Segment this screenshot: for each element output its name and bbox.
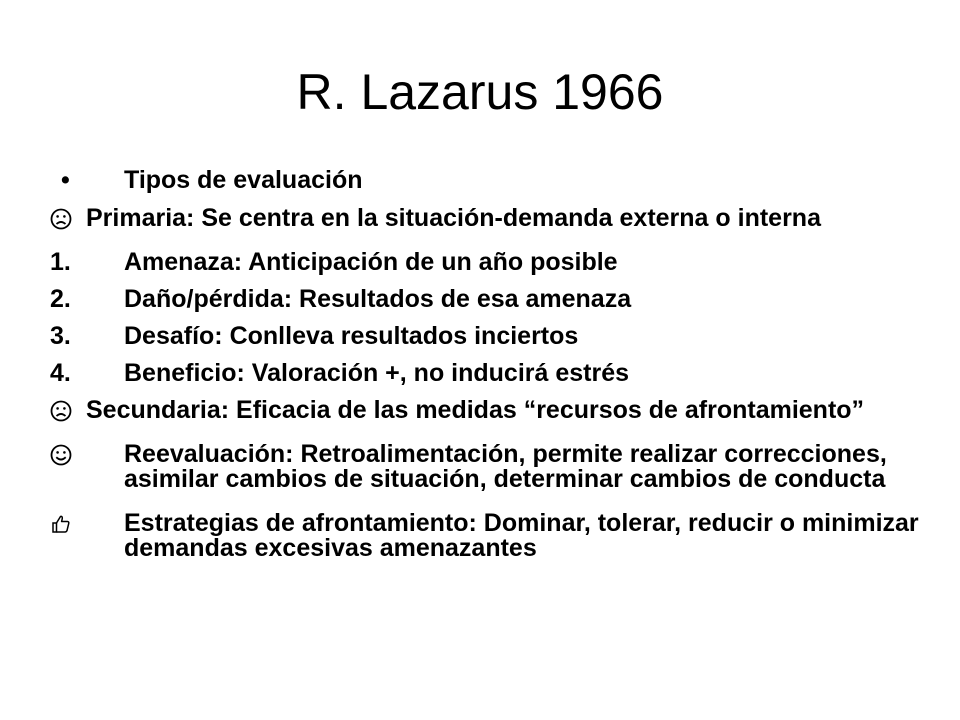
list-item-2 (50, 287, 920, 312)
number-marker-1 (50, 250, 124, 275)
list-item-3 (50, 324, 920, 349)
number-marker-2 (50, 287, 124, 312)
slide-content (50, 168, 920, 561)
desafio-text: Desafío: Conlleva resultados inciertos (124, 322, 579, 350)
number-marker-4 (50, 361, 124, 386)
list-item-4 (50, 361, 920, 386)
estrategias-marker (50, 511, 124, 536)
estrategias-text: Estrategias de afrontamiento: Dominar, tolerar, reducir o minimizar demandas excesivas amenazantes (124, 509, 919, 562)
number-2: 2. (50, 285, 71, 313)
beneficio-text: Beneficio: Valoración +, no inducirá estrés (124, 359, 630, 387)
tipos-text: Tipos de evaluación (124, 166, 363, 194)
list-item-tipos (50, 168, 920, 193)
list-item-secundaria (50, 398, 920, 423)
bullet-marker (50, 168, 124, 193)
smile-icon (50, 442, 72, 467)
secundaria-text: Secundaria: Eficacia de las medidas “recursos de afrontamiento” (86, 396, 865, 424)
number-marker-3 (50, 324, 124, 349)
number-1: 1. (50, 248, 71, 276)
reevaluacion-text: Reevaluación: Retroalimentación, permite realizar correcciones, asimilar cambios de situación, determinar cambios de conducta (124, 440, 887, 493)
bullet-dot: • (61, 166, 70, 194)
list-item-1 (50, 250, 920, 275)
list-item-reevaluacion (50, 442, 920, 492)
reevaluacion-marker (50, 442, 124, 467)
number-3: 3. (50, 322, 71, 350)
thumbs-up-icon (50, 511, 72, 536)
list-item-estrategias (50, 511, 920, 561)
dano-text: Daño/pérdida: Resultados de esa amenaza (124, 285, 632, 313)
primaria-text: Primaria: Se centra en la situación-demanda externa o interna (86, 204, 821, 232)
slide-title: R. Lazarus 1966 (296, 64, 664, 120)
number-4: 4. (50, 359, 71, 387)
list-item-primaria (50, 206, 920, 231)
amenaza-text: Amenaza: Anticipación de un año posible (124, 248, 618, 276)
